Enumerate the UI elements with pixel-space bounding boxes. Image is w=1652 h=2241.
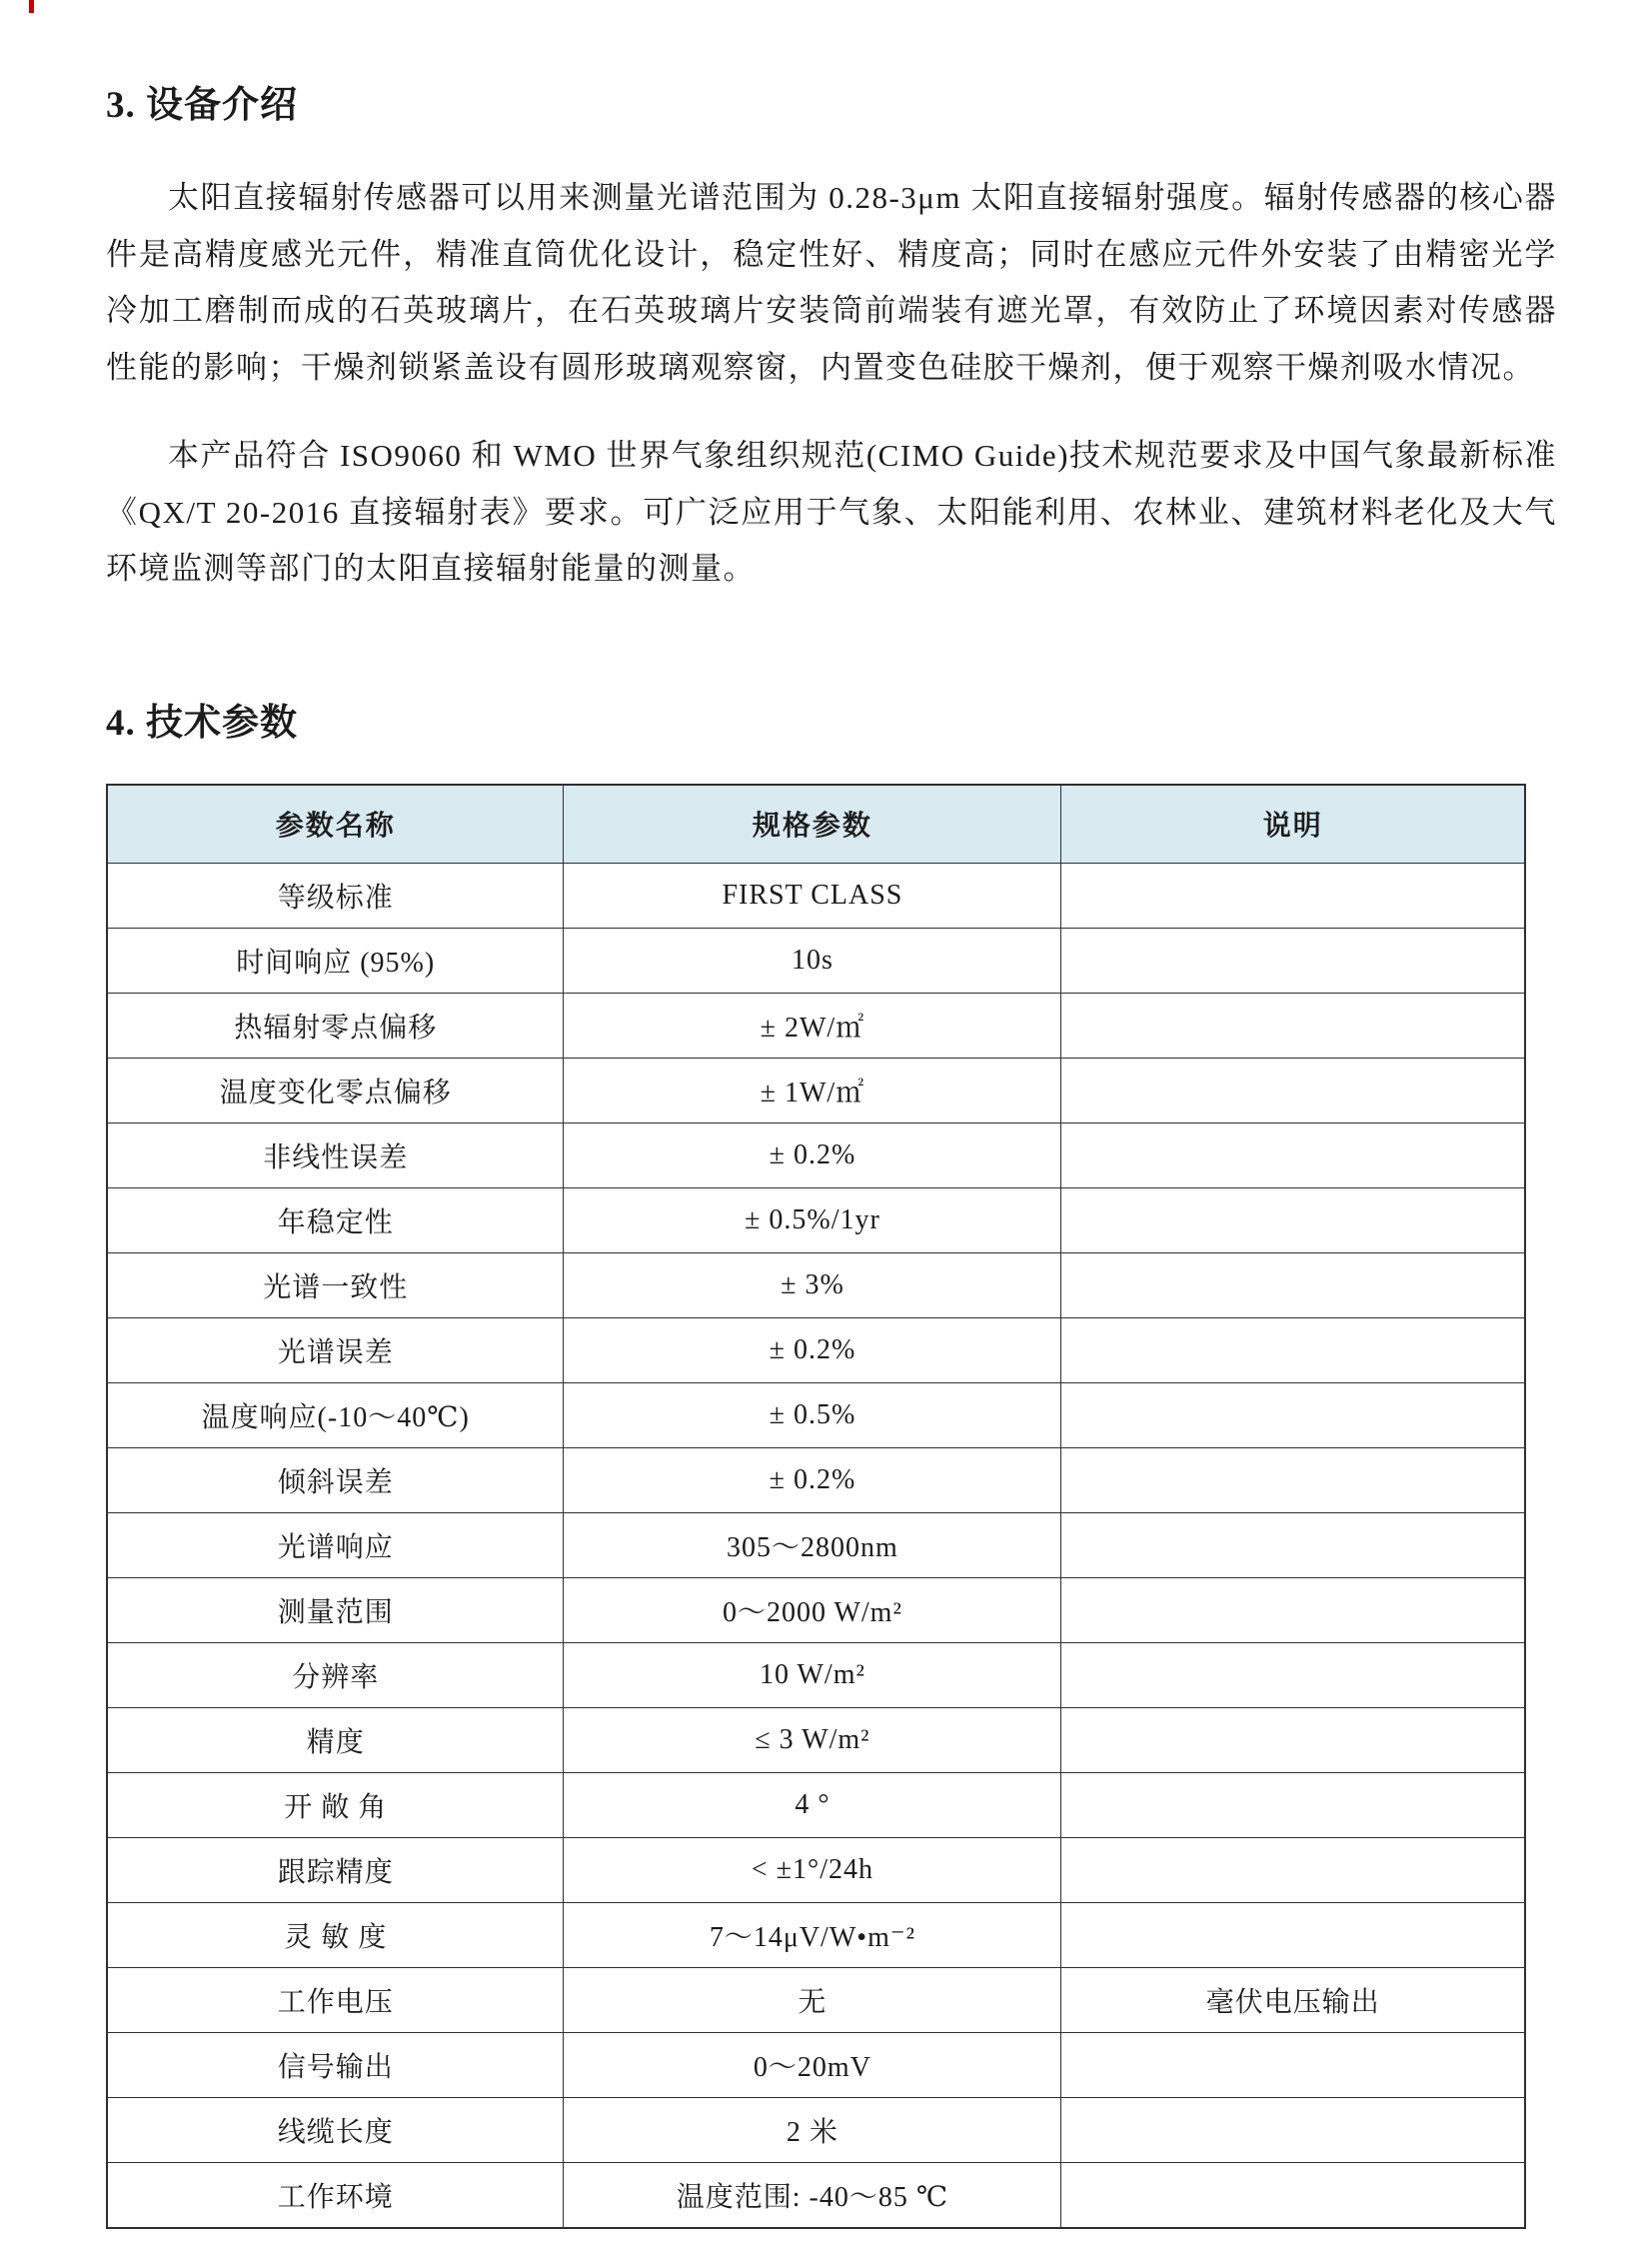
spec-value-cell: 0～2000 W/m² [564,1577,1061,1642]
table-header-row [107,785,1525,864]
table-row [107,1967,1525,2032]
note-cell [1061,1447,1525,1512]
param-name-cell: 灵 敏 度 [107,1902,564,1967]
intro-paragraph-1: 太阳直接辐射传感器可以用来测量光谱范围为 0.28-3μm 太阳直接辐射强度。辐射传感器的核心器件是高精度感光元件，精准直筒优化设计，稳定性好、精度高；同时在感应元件外安装了由精密光学冷加工磨制而成的石英玻璃片，在石英玻璃片安装筒前端装有遮光罩，有效防止了环境因素对传感器性能的影响；干燥剂锁紧盖设有圆形玻璃观察窗，内置变色硅胶干燥剂，便于观察干燥剂吸水情况。 [106,180,1557,385]
spec-value-cell: ± 0.2% [564,1317,1061,1382]
table-row [107,993,1525,1058]
note-cell [1061,928,1525,993]
param-name-cell: 非线性误差 [107,1122,564,1187]
param-name-cell: 倾斜误差 [107,1447,564,1512]
param-name-cell: 工作环境 [107,2162,564,2228]
param-name-cell: 温度响应(-10～40℃) [107,1382,564,1447]
spec-value-cell: ± 0.5%/1yr [564,1187,1061,1252]
spec-value-cell: ± 0.5% [564,1382,1061,1447]
note-cell [1061,863,1525,928]
spec-value-cell: 10 W/m² [564,1642,1061,1707]
table-row [107,863,1525,928]
spec-table-head [107,785,1525,864]
note-cell [1061,1382,1525,1447]
note-cell [1061,2162,1525,2228]
spec-value-cell: 7～14μV/W•m⁻² [564,1902,1061,1967]
param-name-cell: 时间响应 (95%) [107,928,564,993]
table-row [107,928,1525,993]
spec-value-cell: ± 0.2% [564,1447,1061,1512]
page-corner-red-mark [29,0,34,13]
note-cell [1061,1642,1525,1707]
param-name-cell: 分辨率 [107,1642,564,1707]
param-name-cell: 开 敞 角 [107,1772,564,1837]
note-cell [1061,1772,1525,1837]
param-name-cell: 光谱响应 [107,1512,564,1577]
table-row [107,1902,1525,1967]
table-row [107,1187,1525,1252]
table-row [107,1382,1525,1447]
spec-value-cell: ± 0.2% [564,1122,1061,1187]
param-name-cell: 温度变化零点偏移 [107,1058,564,1122]
param-name-cell: 工作电压 [107,1967,564,2032]
table-row [107,1447,1525,1512]
table-row [107,1317,1525,1382]
spec-value-cell: ± 2W/㎡ [564,993,1061,1058]
spec-value-cell: 0～20mV [564,2032,1061,2097]
table-row [107,2162,1525,2228]
param-name-cell: 光谱一致性 [107,1252,564,1317]
param-name-cell: 线缆长度 [107,2097,564,2162]
param-name-cell: 热辐射零点偏移 [107,993,564,1058]
table-row [107,1707,1525,1772]
param-name-cell: 测量范围 [107,1577,564,1642]
note-cell [1061,1837,1525,1902]
note-cell [1061,1707,1525,1772]
note-cell [1061,1902,1525,1967]
spec-value-cell: 2 米 [564,2097,1061,2162]
note-cell: 毫伏电压输出 [1061,1967,1525,2032]
spec-value-cell: 305～2800nm [564,1512,1061,1577]
col-header-param-name: 参数名称 [107,785,564,864]
note-cell [1061,1187,1525,1252]
intro-paragraph-2: 本产品符合 ISO9060 和 WMO 世界气象组织规范(CIMO Guide)技术规范要求及中国气象最新标准《QX/T 20-2016 直接辐射表》要求。可广泛应用于气象、太阳能利用、农林业、建筑材料老化及大气环境监测等部门的太阳直接辐射能量的测量。 [106,438,1557,586]
table-row [107,2097,1525,2162]
spec-value-cell: 温度范围: -40～85 ℃ [564,2162,1061,2228]
spec-value-cell: FIRST CLASS [564,863,1061,928]
param-name-cell: 年稳定性 [107,1187,564,1252]
param-name-cell: 精度 [107,1707,564,1772]
note-cell [1061,1122,1525,1187]
note-cell [1061,1317,1525,1382]
section-4-heading: 4. 技术参数 [106,702,298,744]
note-cell [1061,1252,1525,1317]
param-name-cell: 等级标准 [107,863,564,928]
col-header-note: 说明 [1061,785,1525,864]
note-cell [1061,2097,1525,2162]
spec-table [106,784,1526,2229]
spec-value-cell: ≤ 3 W/m² [564,1707,1061,1772]
note-cell [1061,993,1525,1058]
spec-value-cell: 无 [564,1967,1061,2032]
section-3-heading: 3. 设备介绍 [106,85,298,126]
table-row [107,1642,1525,1707]
note-cell [1061,1577,1525,1642]
table-row [107,1122,1525,1187]
spec-value-cell: 4 ° [564,1772,1061,1837]
table-row [107,2032,1525,2097]
param-name-cell: 跟踪精度 [107,1837,564,1902]
param-name-cell: 信号输出 [107,2032,564,2097]
spec-value-cell: ± 3% [564,1252,1061,1317]
spec-table-body [107,863,1525,2228]
note-cell [1061,1058,1525,1122]
note-cell [1061,2032,1525,2097]
table-row [107,1058,1525,1122]
note-cell [1061,1512,1525,1577]
col-header-spec: 规格参数 [564,785,1061,864]
table-row [107,1252,1525,1317]
spec-value-cell: ± 1W/㎡ [564,1058,1061,1122]
table-row [107,1772,1525,1837]
spec-value-cell: < ±1°/24h [564,1837,1061,1902]
table-row [107,1837,1525,1902]
table-row [107,1512,1525,1577]
table-row [107,1577,1525,1642]
param-name-cell: 光谱误差 [107,1317,564,1382]
spec-value-cell: 10s [564,928,1061,993]
